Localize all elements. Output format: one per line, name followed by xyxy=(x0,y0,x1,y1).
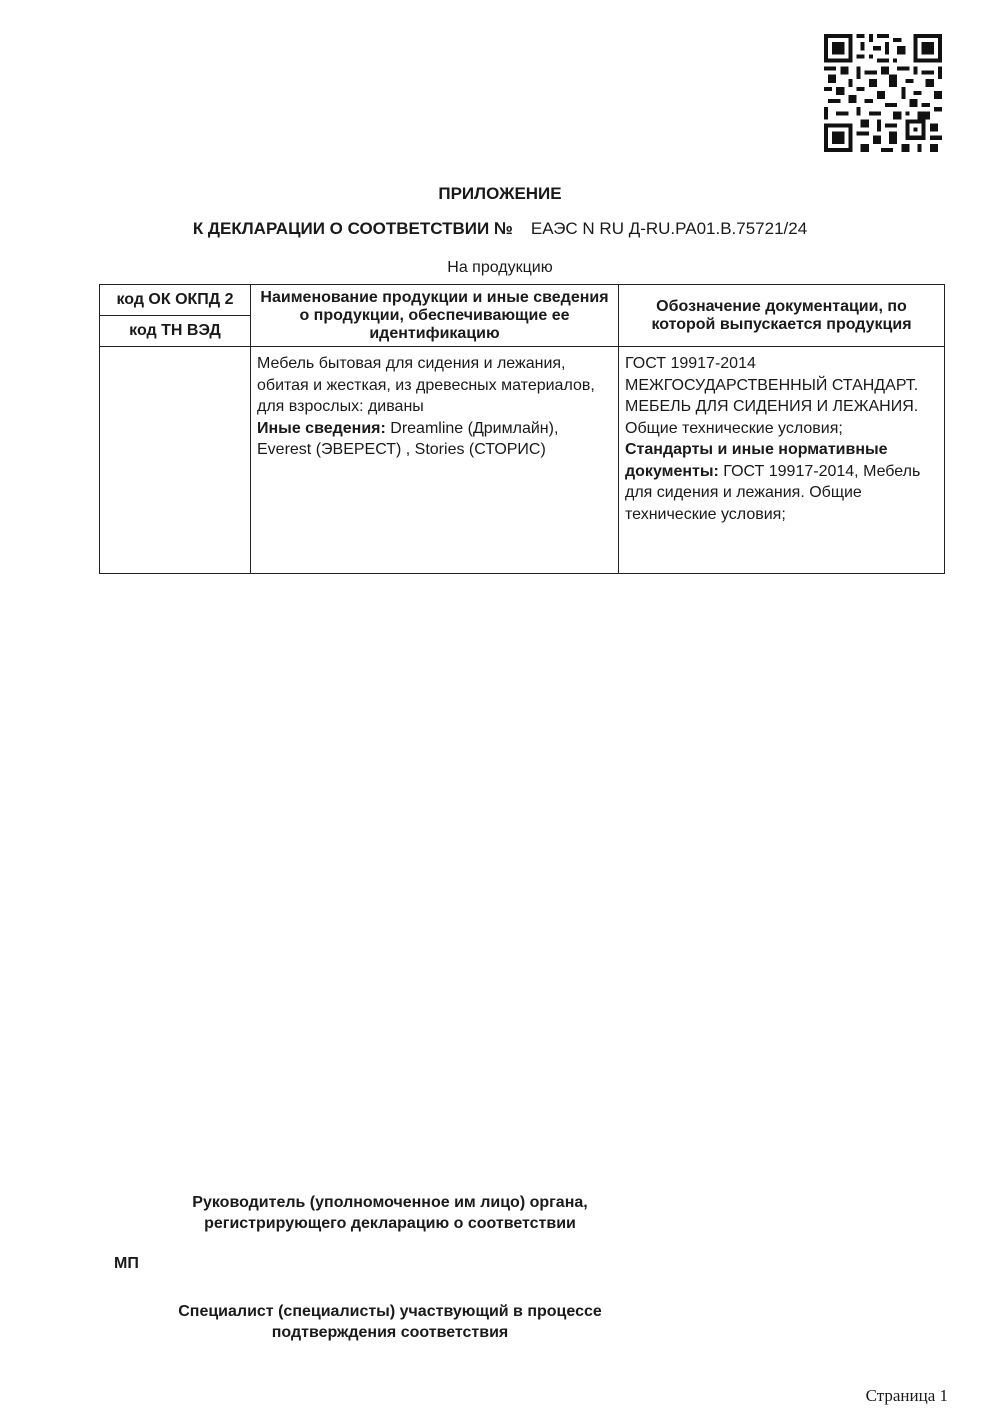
declaration-number: ЕАЭС N RU Д-RU.PA01.B.75721/24 xyxy=(530,219,808,238)
codes-cell xyxy=(100,347,251,574)
product-table xyxy=(99,284,945,574)
other-info-label: Иные сведения: xyxy=(257,419,386,437)
product-description-cell xyxy=(251,347,619,574)
product-name-header: Наименование продукции и иные сведения о продукции, обеспечивающие ее идентификацию xyxy=(251,285,619,347)
other-info-value: Dreamline (Дримлайн), Everest (ЭВЕРЕСТ) , Stories (СТОРИС) xyxy=(257,419,559,458)
stamp-label: МП xyxy=(114,1255,139,1272)
standards-value: ГОСТ 19917-2014, Мебель для сидения и лежания. Общие технические условия; xyxy=(625,462,921,523)
document-title: ПРИЛОЖЕНИЕ xyxy=(438,184,562,203)
qr-code-icon xyxy=(824,34,942,152)
table-row xyxy=(100,347,945,574)
specialist-signature-caption: Специалист (специалисты) участвующий в процессе подтверждения соответствия xyxy=(178,1303,602,1341)
documentation-header: Обозначение документации, по которой выпускается продукция xyxy=(619,285,945,347)
head-signature-caption: Руководитель (уполномоченное им лицо) органа, регистрирующего декларацию о соответствии xyxy=(192,1194,588,1232)
declaration-heading xyxy=(0,219,1000,239)
documentation-cell xyxy=(619,347,945,574)
declaration-label: К ДЕКЛАРАЦИИ О СООТВЕТСТВИИ № xyxy=(192,219,513,238)
documentation-text: ГОСТ 19917-2014 МЕЖГОСУДАРСТВЕННЫЙ СТАНДАРТ. МЕБЕЛЬ ДЛЯ СИДЕНИЯ И ЛЕЖАНИЯ. Общие технические условия; xyxy=(625,355,919,437)
tnved-code-header: код ТН ВЭД xyxy=(100,316,251,347)
product-description: Мебель бытовая для сидения и лежания, обитая и жесткая, из древесных материалов, для взрослых: диваны xyxy=(257,355,595,415)
page-number: Страница 1 xyxy=(865,1386,948,1405)
okpd-code-header: код ОК ОКПД 2 xyxy=(100,285,251,316)
scope-label: На продукцию xyxy=(447,259,553,276)
standards-label: Стандарты и иные нормативные документы: xyxy=(625,441,888,480)
